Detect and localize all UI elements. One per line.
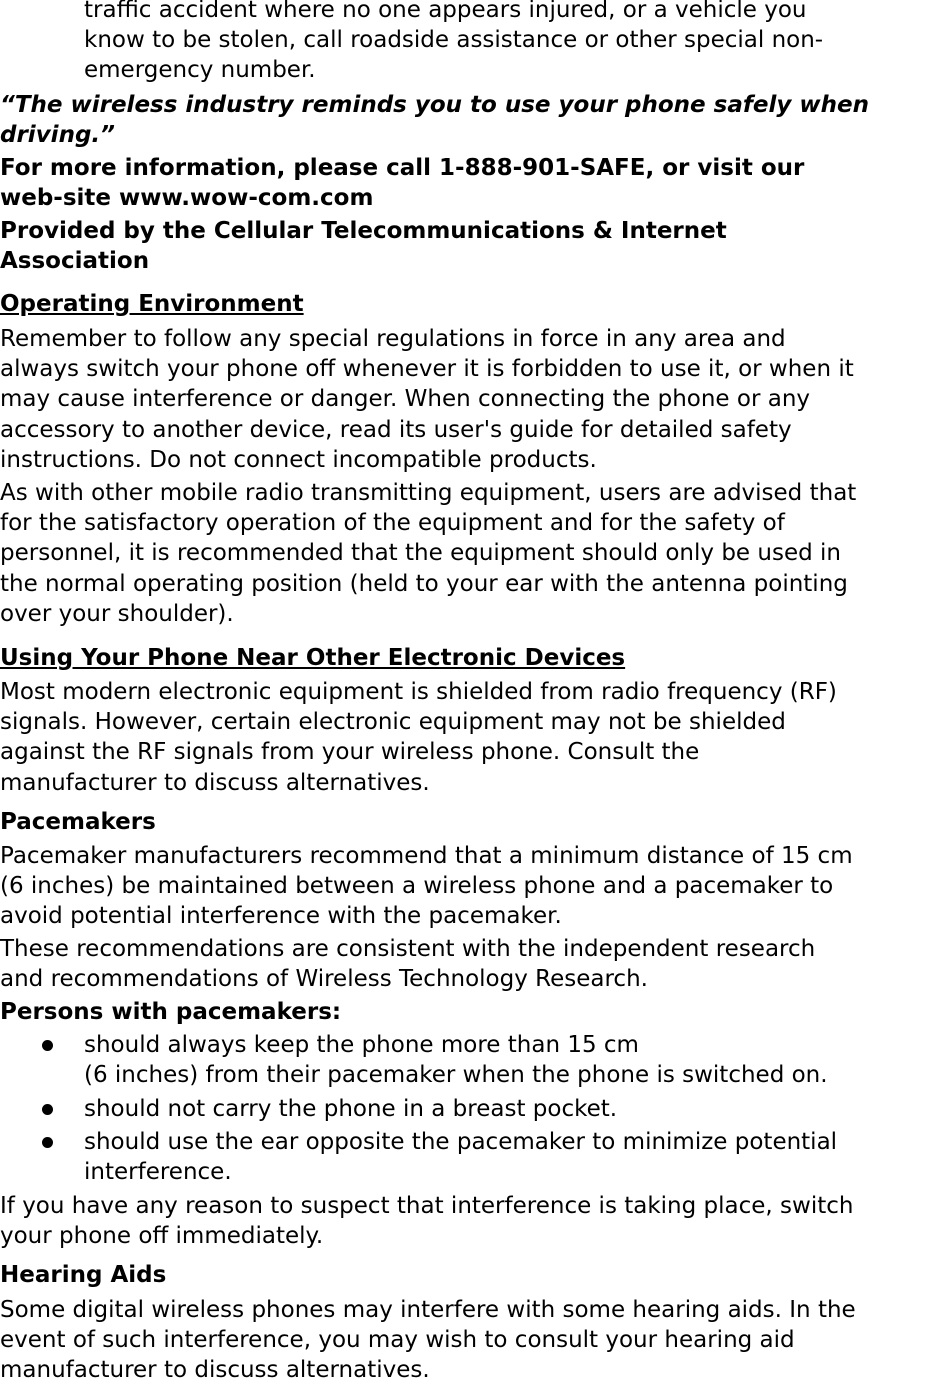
text-line: driving.” (0, 122, 115, 149)
text-line: personnel, it is recommended that the equipment should only be used in (0, 540, 841, 567)
text-line: accessory to another device, read its user's guide for detailed safety (0, 416, 792, 443)
text-line: and recommendations of Wireless Technology Research. (0, 966, 648, 993)
text-line: Remember to follow any special regulations in force in any area and (0, 326, 786, 352)
heading-electronic-devices: Using Your Phone Near Other Electronic Devices (0, 645, 626, 671)
text-line: Some digital wireless phones may interfere with some hearing aids. In the (0, 1297, 856, 1323)
text-line: Most modern electronic equipment is shielded from radio frequency (RF) (0, 679, 837, 705)
text-line: should use the ear opposite the pacemaker to minimize potential (84, 1129, 838, 1155)
text-line: (6 inches) from their pacemaker when the phone is switched on. (84, 1062, 828, 1089)
bullet-icon (42, 1137, 53, 1148)
text-line: manufacturer to discuss alternatives. (0, 769, 430, 796)
list-item (0, 1127, 938, 1189)
text-line: should not carry the phone in a breast pocket. (84, 1096, 618, 1122)
text-line: “The wireless industry reminds you to use your phone safely when (0, 92, 869, 118)
list-item-text (84, 1030, 828, 1090)
text-line: should always keep the phone more than 15 cm (84, 1032, 639, 1058)
pacemakers-paragraph-3 (0, 1191, 853, 1251)
more-info (0, 153, 804, 213)
heading-pacemakers: Pacemakers (0, 809, 156, 835)
operating-environment-paragraph-2 (0, 478, 856, 629)
text-line: web-site www.wow-com.com (0, 185, 374, 212)
text-line: Pacemaker manufacturers recommend that a minimum distance of 15 cm (0, 843, 853, 869)
text-line: interference. (84, 1159, 232, 1186)
text-line: As with other mobile radio transmitting equipment, users are advised that (0, 480, 857, 506)
text-line: over your shoulder). (0, 600, 234, 627)
text-line: your phone off immediately. (0, 1223, 324, 1250)
operating-environment-paragraph-1 (0, 324, 854, 475)
heading-persons-with-pacemakers: Persons with pacemakers: (0, 999, 342, 1025)
list-item-text (84, 1094, 617, 1124)
text-line: These recommendations are consistent with the independent research (0, 936, 816, 962)
bullet-icon (42, 1040, 53, 1051)
electronic-devices-paragraph (0, 677, 837, 798)
heading-hearing-aids: Hearing Aids (0, 1262, 167, 1288)
text-line: manufacturer to discuss alternatives. (0, 1357, 430, 1384)
text-line: signals. However, certain electronic equipment may not be shielded (0, 709, 786, 736)
text-line: For more information, please call 1-888-901-SAFE, or visit our (0, 155, 805, 181)
text-line: against the RF signals from your wireless phone. Consult the (0, 739, 700, 766)
text-line: always switch your phone off whenever it is forbidden to use it, or when it (0, 356, 854, 383)
continuation-paragraph (0, 0, 823, 86)
text-line: avoid potential interference with the pacemaker. (0, 903, 562, 930)
text-line: (6 inches) be maintained between a wireless phone and a pacemaker to (0, 873, 834, 900)
text-line: If you have any reason to suspect that interference is taking place, switch (0, 1193, 854, 1219)
text-line: for the satisfactory operation of the equipment and for the safety of (0, 510, 785, 537)
text-line: may cause interference or danger. When connecting the phone or any (0, 386, 811, 413)
text-line: Association (0, 248, 150, 275)
bullet-icon (42, 1104, 53, 1115)
text-line: emergency number. (84, 57, 316, 84)
list-item (0, 1094, 938, 1125)
text-line: traffic accident where no one appears injured, or a vehicle you (84, 0, 807, 23)
list-item-text (84, 1127, 837, 1187)
pacemakers-paragraph-2 (0, 934, 815, 994)
text-line: instructions. Do not connect incompatible products. (0, 446, 597, 473)
text-line: Provided by the Cellular Telecommunications & Internet (0, 218, 727, 244)
pacemakers-paragraph-1 (0, 841, 853, 932)
list-item (0, 1030, 938, 1092)
heading-operating-environment: Operating Environment (0, 291, 304, 317)
text-line: know to be stolen, call roadside assistance or other special non- (84, 27, 824, 54)
hearing-aids-paragraph (0, 1295, 856, 1386)
text-line: the normal operating position (held to your ear with the antenna pointing (0, 570, 848, 597)
provided-by (0, 216, 727, 276)
industry-reminder (0, 90, 869, 150)
text-line: event of such interference, you may wish to consult your hearing aid (0, 1327, 795, 1354)
